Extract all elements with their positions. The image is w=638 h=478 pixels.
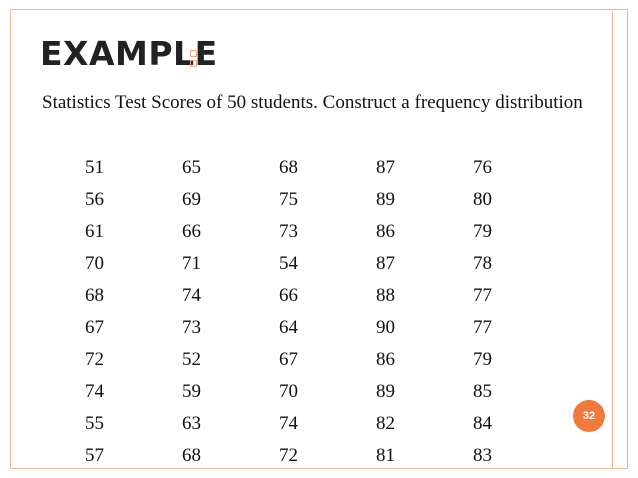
- score-cell: 79: [473, 221, 492, 242]
- score-cell: 79: [473, 349, 492, 370]
- table-row: [85, 344, 570, 376]
- scores-table: [85, 152, 570, 472]
- score-cell: 73: [182, 317, 201, 338]
- score-cell: 77: [473, 285, 492, 306]
- score-cell: 89: [376, 189, 395, 210]
- score-cell: 80: [473, 189, 492, 210]
- score-cell: 70: [85, 253, 104, 274]
- score-cell: 67: [85, 317, 104, 338]
- score-cell: 76: [473, 157, 492, 178]
- score-cell: 70: [279, 381, 298, 402]
- score-cell: 59: [182, 381, 201, 402]
- table-row: [85, 312, 570, 344]
- score-cell: 64: [279, 317, 298, 338]
- table-row: [85, 184, 570, 216]
- score-cell: 75: [279, 189, 298, 210]
- score-cell: 88: [376, 285, 395, 306]
- score-cell: 85: [473, 381, 492, 402]
- score-cell: 87: [376, 157, 395, 178]
- slide-title: EXAMPLE: [40, 34, 218, 73]
- score-cell: 71: [182, 253, 201, 274]
- score-cell: 68: [182, 445, 201, 466]
- score-cell: 90: [376, 317, 395, 338]
- score-cell: 66: [279, 285, 298, 306]
- table-row: [85, 408, 570, 440]
- score-cell: 55: [85, 413, 104, 434]
- score-cell: 82: [376, 413, 395, 434]
- score-cell: 67: [279, 349, 298, 370]
- score-cell: 61: [85, 221, 104, 242]
- score-cell: 72: [85, 349, 104, 370]
- page-number-badge: 32: [573, 400, 605, 432]
- slide-intro-text: Statistics Test Scores of 50 students. Construct a frequency distribution: [42, 92, 583, 113]
- score-cell: 78: [473, 253, 492, 274]
- score-cell: 52: [182, 349, 201, 370]
- score-cell: 74: [279, 413, 298, 434]
- title-decoration-icon: [190, 50, 196, 70]
- score-cell: 77: [473, 317, 492, 338]
- slide-right-rule: [612, 9, 613, 469]
- table-row: [85, 152, 570, 184]
- score-cell: 74: [85, 381, 104, 402]
- score-cell: 89: [376, 381, 395, 402]
- table-row: [85, 216, 570, 248]
- score-cell: 65: [182, 157, 201, 178]
- scores-table-body: [85, 152, 570, 472]
- table-row: [85, 440, 570, 472]
- score-cell: 83: [473, 445, 492, 466]
- score-cell: 57: [85, 445, 104, 466]
- table-row: [85, 248, 570, 280]
- score-cell: 51: [85, 157, 104, 178]
- table-row: [85, 376, 570, 408]
- score-cell: 63: [182, 413, 201, 434]
- score-cell: 81: [376, 445, 395, 466]
- score-cell: 66: [182, 221, 201, 242]
- score-cell: 72: [279, 445, 298, 466]
- score-cell: 84: [473, 413, 492, 434]
- score-cell: 74: [182, 285, 201, 306]
- score-cell: 86: [376, 349, 395, 370]
- score-cell: 86: [376, 221, 395, 242]
- score-cell: 56: [85, 189, 104, 210]
- table-row: [85, 280, 570, 312]
- score-cell: 73: [279, 221, 298, 242]
- score-cell: 68: [85, 285, 104, 306]
- score-cell: 69: [182, 189, 201, 210]
- score-cell: 87: [376, 253, 395, 274]
- score-cell: 54: [279, 253, 298, 274]
- score-cell: 68: [279, 157, 298, 178]
